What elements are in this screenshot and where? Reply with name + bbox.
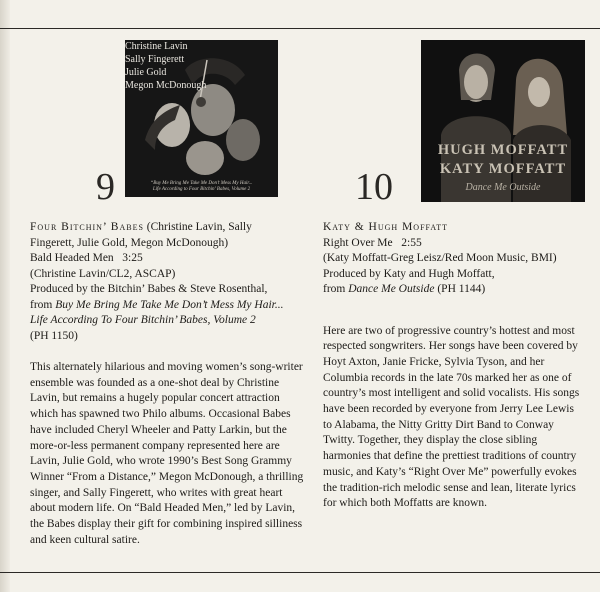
- cover-subtitle: Dance Me Outside: [465, 182, 541, 193]
- cover-caption: [125, 181, 278, 193]
- track-9-members: (Christine Lavin, Sally: [143, 221, 252, 233]
- cover-name-1: Christine Lavin: [125, 41, 188, 52]
- track-10-credits: [323, 220, 588, 298]
- cover-name-2: Sally Fingerett: [125, 54, 185, 65]
- cover-caption-line-2: Life According to Four Bitchin’ Babes, Volume 2: [152, 187, 251, 192]
- cover-name-3: Julie Gold: [125, 67, 167, 78]
- track-9-catalog: (PH 1150): [30, 329, 78, 342]
- cover-title-katy: KATY MOFFATT: [439, 161, 567, 177]
- track-10-header: [323, 40, 588, 208]
- page-binding-edge: [0, 0, 10, 592]
- album-cover-dance-me-outside: [421, 40, 585, 202]
- track-9-members-cont: Fingerett, Julie Gold, Megon McDonough): [30, 236, 229, 249]
- track-10-producer: Produced by Katy and Hugh Moffatt,: [323, 267, 495, 280]
- bottom-rule: [0, 572, 600, 573]
- top-rule: [0, 28, 600, 29]
- track-number-10: 10: [355, 166, 393, 208]
- track-10-catalog: (PH 1144): [434, 283, 486, 295]
- cover-title-hugh: HUGH MOFFATT: [437, 142, 569, 158]
- track-9-artist: Four Bitchin’ Babes: [30, 221, 144, 233]
- track-10-artist: Katy & Hugh Moffatt: [323, 221, 449, 233]
- track-9-header: [30, 40, 312, 208]
- cover-name-4: Megon McDonough: [125, 80, 207, 91]
- track-9-song: Bald Headed Men 3:25: [30, 252, 143, 264]
- album-cover-four-bitchin-babes: [125, 40, 278, 197]
- track-9-description: This alternately hilarious and moving women’s song-writer ensemble was founded as a one-shot deal by Christine Lavin, but remains a hugely popular concert attraction which has spawned two Philo albums. Occasional Babes have included Cheryl Wheeler and Patty Larkin, but the more-or-less permanent company represented here are Lavin, Julie Gold, who wrote 1990’s Best Song Grammy Winner “From a Distance,” Megon McDonough, a thrilling singer, and Sally Fingerett, who writes with great heart about modern life. On “Bald Headed Men,” led by Lavin, the Babes display their gift for combining inspired silliness and keen cultural satire.: [30, 361, 304, 546]
- track-9-from: from: [30, 298, 56, 311]
- track-10-column: [323, 40, 588, 512]
- cover-artist-names: [125, 40, 206, 92]
- track-9-album-title-1: Buy Me Bring Me Take Me Don’t Mess My Hair...: [55, 298, 284, 311]
- track-10-description: Here are two of progressive country’s hottest and most respected songwriters. Her songs have been covered by Hoyt Axton, Janie Fricke, Sylvia Tyson, and her Columbia records in the late 70s marked her as one of country’s most intelligent and solid vocalists. His songs have been recorded by everyone from Jerry Lee Lewis to Alabama, the Nitty Gritty Dirt Band to Conway Twitty. Together, they display the close sibling harmonies that define the prettiest traditions of country music, and Katy’s “Right Over Me” powerfully evokes the tradition-rich melodic sense and lean, literate lyrics for which both Moffatts are known.: [323, 324, 580, 510]
- cover-caption-line-1: “Buy Me Bring Me Take Me Don’t Mess My Hair...: [150, 181, 253, 186]
- track-9-album-title-2: Life According To Four Bitchin’ Babes, Volume 2: [30, 314, 256, 326]
- track-10-from: from: [323, 283, 349, 295]
- track-10-album-title: Dance Me Outside: [348, 283, 435, 295]
- track-9-producer: Produced by the Bitchin’ Babes & Steve Rosenthal,: [30, 283, 268, 295]
- track-number-9: 9: [96, 166, 115, 208]
- track-9-publishing: (Christine Lavin/CL2, ASCAP): [30, 267, 176, 280]
- track-10-publishing: (Katy Moffatt-Greg Leisz/Red Moon Music, BMI): [323, 252, 557, 264]
- track-9-credits: [30, 220, 312, 344]
- track-9-column: [30, 40, 312, 548]
- track-10-song: Right Over Me 2:55: [323, 236, 422, 249]
